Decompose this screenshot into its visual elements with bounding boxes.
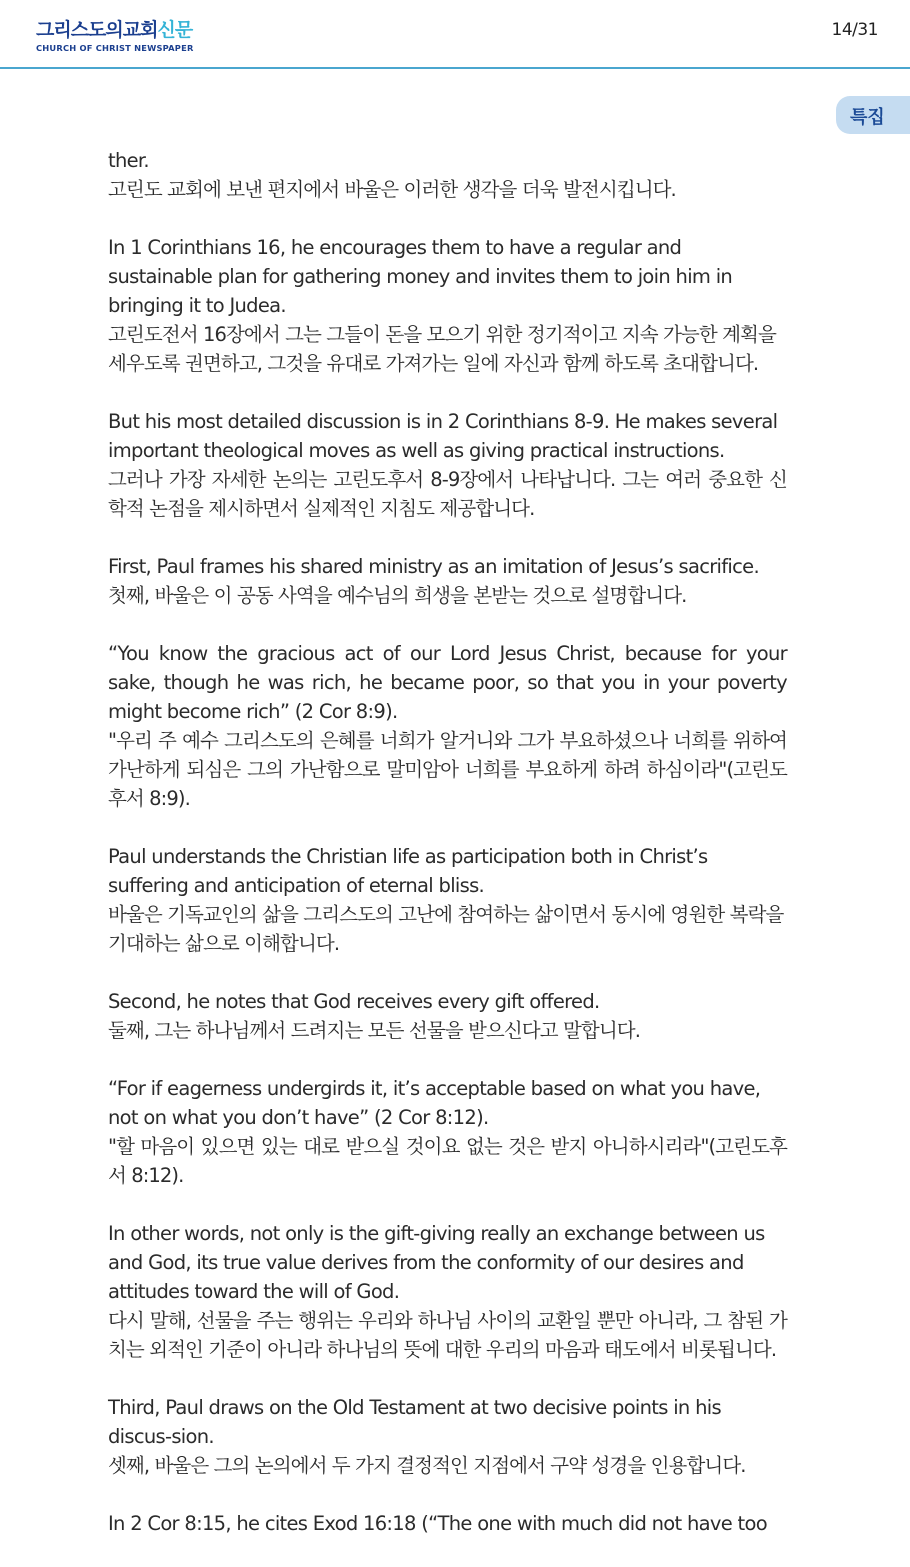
paragraph (108, 146, 787, 204)
paragraph-english: Paul understands the Christian life as participation both in Christ’s suffering and anticipation of eternal bliss. (108, 845, 708, 897)
paragraph (108, 987, 787, 1045)
paragraph-korean: 다시 말해, 선물을 주는 행위는 우리와 하나님 사이의 교환일 뿐만 아니라, 그 참된 가치는 외적인 기준이 아니라 하나님의 뜻에 대한 우리의 마음과 태도에서 비롯됩니다. (108, 1309, 787, 1361)
paragraph-korean: 고린도 교회에 보낸 편지에서 바울은 이러한 생각을 더욱 발전시킵니다. (108, 178, 676, 201)
paragraph (108, 552, 787, 610)
paragraph-korean: 셋째, 바울은 그의 논의에서 두 가지 결정적인 지점에서 구약 성경을 인용합니다. (108, 1454, 746, 1477)
paragraph-korean: 그러나 가장 자세한 논의는 고린도후서 8-9장에서 나타납니다. 그는 여러 중요한 신학적 논점을 제시하면서 실제적인 지침도 제공합니다. (108, 468, 787, 520)
section-tab (836, 96, 910, 134)
paragraph (108, 1074, 787, 1190)
paragraph-korean: 둘째, 그는 하나님께서 드려지는 모든 선물을 받으신다고 말합니다. (108, 1019, 640, 1042)
page-header (0, 0, 910, 69)
paragraph (108, 233, 787, 378)
paragraph-korean: 첫째, 바울은 이 공동 사역을 예수님의 희생을 본받는 것으로 설명합니다. (108, 584, 687, 607)
paragraph (108, 1509, 787, 1538)
logo-english: CHURCH OF CHRIST NEWSPAPER (36, 43, 194, 53)
paragraph-english: “You know the gracious act of our Lord Jesus Christ, because for your sake, though he was rich, he became poor, so that you in your poverty might become rich” (2 Cor 8:9). (108, 642, 787, 723)
paragraph (108, 842, 787, 958)
paragraph (108, 407, 787, 523)
paragraph-english: “For if eagerness undergirds it, it’s acceptable based on what you have, not on what you don’t have” (2 Cor 8:12). (108, 1077, 761, 1129)
page-number: 14/31 (831, 20, 878, 40)
logo-korean-main: 그리스도의교회 (36, 19, 158, 41)
paragraph-english: Second, he notes that God receives every gift offered. (108, 990, 600, 1013)
paragraph (108, 639, 787, 813)
paragraph-korean: "우리 주 예수 그리스도의 은혜를 너희가 알거니와 그가 부요하셨으나 너희를 위하여 가난하게 되심은 그의 가난함으로 말미암아 너희를 부요하게 하려 하심이라"(고린도후서 8:9). (108, 729, 787, 810)
paragraph-korean: "할 마음이 있으면 있는 대로 받으실 것이요 없는 것은 받지 아니하시리라"(고린도후서 8:12). (108, 1135, 787, 1187)
paragraph (108, 1393, 787, 1480)
paragraph-english: ther. (108, 149, 149, 172)
paragraph-korean: 고린도전서 16장에서 그는 그들이 돈을 모으기 위한 정기적이고 지속 가능한 계획을 세우도록 권면하고, 그것을 유대로 가져가는 일에 자신과 함께 하도록 초대합니다. (108, 323, 776, 375)
logo-korean-accent: 신문 (157, 19, 193, 41)
paragraph-english: In other words, not only is the gift-giving really an exchange between us and God, its true value derives from the conformity of our desires and attitudes toward the will of God. (108, 1222, 765, 1303)
article-body (108, 146, 787, 1567)
newspaper-logo[interactable] (36, 20, 194, 53)
section-tab-label: 특집 (850, 107, 885, 128)
logo-korean (36, 20, 194, 40)
paragraph-english: In 1 Corinthians 16, he encourages them to have a regular and sustainable plan for gathering money and invites them to join him in bringing it to Judea. (108, 236, 733, 317)
paragraph-english: In 2 Cor 8:15, he cites Exod 16:18 (“The one with much did not have too (108, 1512, 767, 1535)
paragraph (108, 1219, 787, 1364)
paragraph-korean: 바울은 기독교인의 삶을 그리스도의 고난에 참여하는 삶이면서 동시에 영원한 복락을 기대하는 삶으로 이해합니다. (108, 903, 784, 955)
paragraph-english: Third, Paul draws on the Old Testament at two decisive points in his discus-sion. (108, 1396, 721, 1448)
paragraph-english: First, Paul frames his shared ministry as an imitation of Jesus’s sacrifice. (108, 555, 759, 578)
paragraph-english: But his most detailed discussion is in 2 Corinthians 8-9. He makes several important theological moves as well as giving practical instructions. (108, 410, 778, 462)
